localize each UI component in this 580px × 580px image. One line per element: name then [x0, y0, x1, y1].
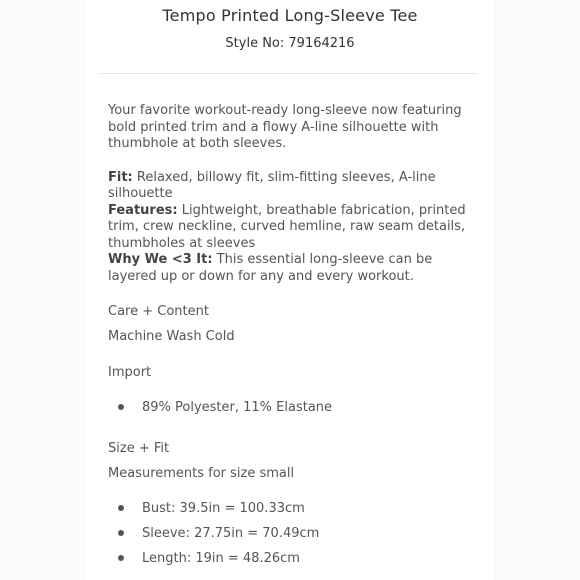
measurement-text: Bust: 39.5in = 100.33cm: [142, 501, 305, 516]
spec-why-text: This essential long-sleeve can be layered up or down for any and every workout.: [108, 252, 433, 284]
measurement-text: Length: 19in = 48.26cm: [142, 551, 300, 566]
product-description: Your favorite workout-ready long-sleeve now featuring bold printed trim and a flowy A-line silhouette with thumbhole at both sleeves.: [108, 103, 462, 151]
bullet-icon: [118, 555, 124, 561]
bullet-icon: [118, 530, 124, 536]
spec-features-label: Features:: [108, 202, 178, 218]
style-number: Style No: 79164216: [225, 36, 355, 51]
measurement-item: [118, 526, 319, 541]
spacer: [108, 153, 478, 170]
spec-why-label: Why We <3 It:: [108, 252, 213, 267]
care-wash: Machine Wash Cold: [108, 329, 235, 344]
bullet-icon: [118, 505, 124, 511]
spec-features-text: Lightweight, breathable fabrication, printed trim, crew neckline, curved hemline, raw seam details, thumbholes at sleeves: [108, 202, 466, 251]
material-text: 89% Polyester, 11% Elastane: [142, 400, 333, 415]
measurement-item: [118, 551, 300, 566]
spec-features: [108, 203, 478, 253]
measurement-text: Sleeve: 27.75in = 70.49cm: [142, 526, 320, 541]
product-title: Tempo Printed Long-Sleeve Tee: [162, 6, 418, 25]
size-fit-heading: Size + Fit: [108, 441, 170, 456]
description-block: [108, 103, 478, 285]
measurement-item: [118, 501, 305, 516]
spec-fit: [108, 170, 478, 203]
material-item: [118, 400, 332, 415]
measure-note: Measurements for size small: [108, 466, 295, 481]
header-divider: [100, 73, 478, 74]
content-card: [86, 0, 494, 580]
spec-why: [108, 252, 478, 285]
care-import: Import: [108, 365, 152, 380]
spec-fit-label: Fit:: [108, 169, 133, 185]
care-heading: Care + Content: [108, 304, 209, 319]
spec-fit-text: Relaxed, billowy fit, slim-fitting sleeves, A-line silhouette: [108, 169, 436, 201]
bullet-icon: [118, 404, 124, 410]
